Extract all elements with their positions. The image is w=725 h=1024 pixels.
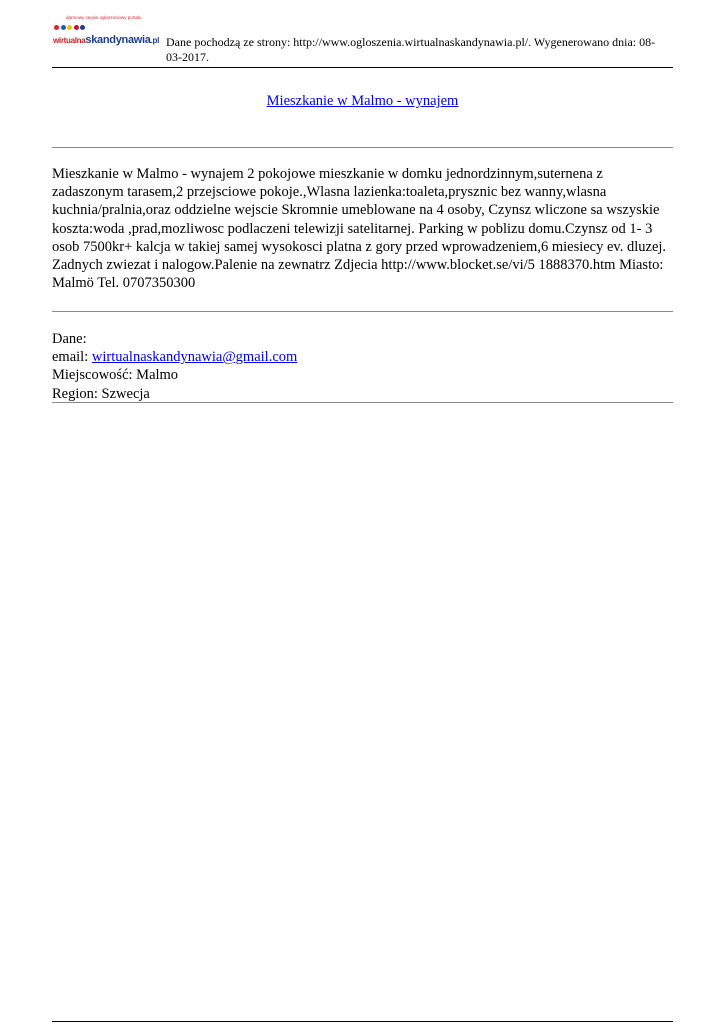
city-value: Malmo (136, 367, 179, 384)
listing-title-link[interactable]: Mieszkanie w Malmo - wynajem (266, 93, 459, 109)
email-label: email: (52, 349, 92, 366)
logo-wordmark (53, 30, 159, 48)
divider (52, 311, 673, 312)
logo-tagline: darmowy serwis ogłoszeniowy portalu (66, 15, 142, 20)
city-label: Miejscowość: (52, 367, 137, 384)
listing-description: Mieszkanie w Malmo - wynajem 2 pokojowe mieszkanie w domku jednordzinnym,suternena z zadaszonym tarasem,2 przejsciowe pokoje.,Wlasna lazienka:toaleta,prysznic bez wanny,wlasna kuchnia/pralnia,oraz oddzielne wejscie Skromnie umeblowane na 4 osoby, Czynsz wliczone sa wszyskie koszta:woda ,prad,mozliwosc podlaczeni telewizji satelitarnej. Parking w poblizu domu.Czynsz od 1- 3 osob 7500kr+ kalcja w takiej samej wysokosci platna z gory przed wprowadzeniem,6 miesiecy ev. dluzej. Zadnych zwiezat i nalogow.Palenie na zewnatrz Zdjecia http://www.blocket.se/vi/5 1888370.htm Miasto: Malmö Tel. 0707350300 (52, 166, 667, 292)
divider (52, 402, 673, 403)
logo-word-part2: skandynawia (85, 34, 151, 46)
header-divider (52, 67, 673, 68)
site-logo[interactable] (52, 15, 160, 51)
email-link[interactable]: wirtualnaskandynawia@gmail.com (91, 349, 298, 366)
divider (52, 147, 673, 148)
logo-word-part1: wirtualna (53, 36, 86, 45)
contact-heading: Dane: (52, 331, 87, 347)
footer-divider (52, 1021, 673, 1022)
region-value: Szwecja (101, 385, 150, 402)
logo-word-part3: .pl (150, 36, 160, 45)
city-row (52, 366, 673, 384)
contact-details (52, 330, 673, 403)
region-row (52, 385, 673, 403)
region-label: Region: (52, 385, 102, 402)
source-info: Dane pochodzą ze strony: http://www.ogloszenia.wirtualnaskandynawia.pl/. Wygenerowano dnia: 08-03-2017. (166, 35, 656, 64)
email-row (52, 348, 673, 366)
